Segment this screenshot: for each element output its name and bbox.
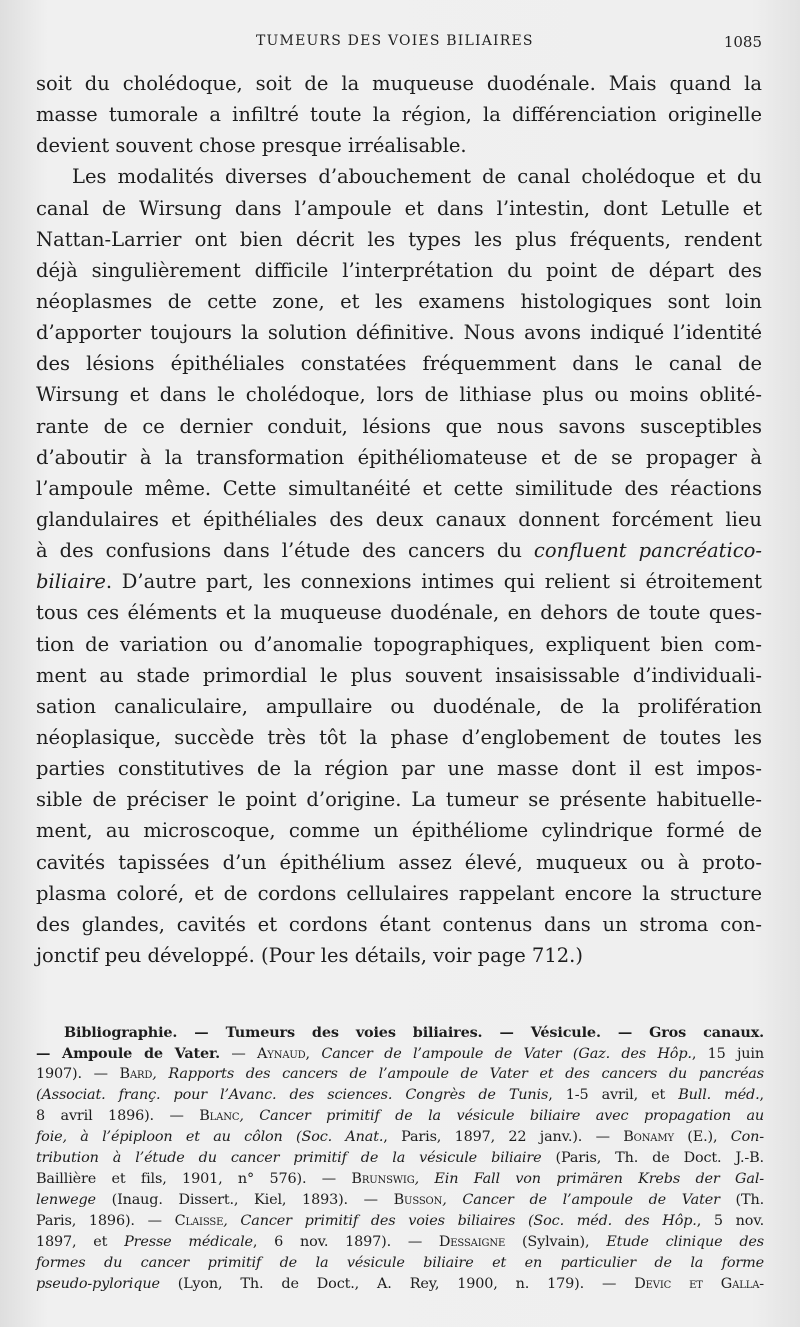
work-title: (Associat. franç. pour l’Avanc. des sciences. Congrès de Tunis (36, 1087, 549, 1103)
bibliography-line (36, 1148, 764, 1169)
text-line: devient souvent chose presque irréalisable. (36, 134, 467, 158)
text-segment: à des confusions dans l’étude des cancers du (36, 539, 522, 563)
text-line: d’aboutir à la transformation épithéliomateuse et de se propager à (36, 445, 762, 469)
text-line: glandulaires et épithéliales des deux canaux donnent forcément lieu (36, 507, 762, 531)
text-line: des glandes, cavités et cordons étant contenus dans un stroma con- (36, 912, 762, 936)
italic-term: confluent pancréatico- (533, 539, 762, 563)
page-number: 1085 (723, 33, 762, 51)
text-segment: , 15 juin (691, 1046, 765, 1062)
text-line: plasma coloré, et de cordons cellulaires rappelant encore la structure (36, 881, 762, 905)
text-line: canal de Wirsung dans l’ampoule et dans l’intestin, dont Letulle et (36, 196, 762, 220)
text-segment: , 5 nov. (696, 1213, 765, 1229)
text-line-with-italic (36, 566, 762, 597)
text-segment: , Paris, 1897, 22 janv.). — (383, 1129, 624, 1145)
text-line: néoplasique, succède très tôt la phase d’englobement de toutes les (36, 725, 762, 749)
work-title: formes du cancer primitif de la vésicule biliaire et en particulier de la forme (36, 1255, 764, 1271)
text-line: d’apporter toujours la solution définitive. Nous avons indiqué l’identité (36, 321, 762, 345)
bibliography-line (36, 1127, 764, 1148)
journal-title: Bull. méd. (678, 1087, 760, 1103)
text-line: néoplasmes de cette zone, et les examens histologiques sont loin (36, 289, 762, 313)
work-title: pseudo-pylorique (36, 1276, 160, 1292)
text-line: sation canaliculaire, ampullaire ou duodénale, de la prolifération (36, 694, 762, 718)
text-segment: , (759, 1087, 764, 1103)
text-line: ment au stade primordial le plus souvent insaisissable d’individuali- (36, 663, 762, 687)
journal-title: Presse médicale (124, 1234, 253, 1250)
text-line: sible de préciser le point d’origine. La tumeur se présente habituelle- (36, 788, 762, 812)
text-line: masse tumorale a infiltré toute la région, la différenciation originelle (36, 103, 762, 127)
bibliography-line (36, 1085, 764, 1106)
bibliography-line (36, 1232, 764, 1253)
text-segment: (Sylvain), (505, 1234, 607, 1250)
text-segment: (Th. (719, 1192, 764, 1208)
bibliography-subheading: — Ampoule de Vater. (36, 1045, 221, 1062)
work-title: Etude clinique des (606, 1234, 764, 1250)
text-line: des lésions épithéliales constatées fréquemment dans le canal de (36, 352, 762, 376)
bibliography-line (36, 1169, 764, 1190)
text-line: l’ampoule même. Cette simultanéité et cette similitude des réactions (36, 476, 762, 500)
text-segment: 1897, et (36, 1234, 125, 1250)
author-name: Claisse (174, 1213, 224, 1229)
italic-term: biliaire (36, 570, 106, 594)
author-name: Brunswig (351, 1171, 415, 1187)
work-title: , Cancer de l’ampoule de Vater (442, 1192, 720, 1208)
text-line: Les modalités diverses d’abouchement de canal cholédoque et du (72, 165, 762, 189)
text-segment: (Lyon, Th. de Doct., A. Rey, 1900, n. 179). — (159, 1276, 635, 1292)
author-name: Bonamy (623, 1129, 674, 1145)
text-line: cavités tapissées d’un épithélium assez élevé, muqueux ou à proto- (36, 850, 762, 874)
text-segment: (Inaug. Dissert., Kiel, 1893). — (95, 1192, 394, 1208)
bibliography-line (36, 1253, 764, 1274)
bibliography-line (36, 1064, 764, 1085)
running-header (0, 33, 800, 53)
text-segment: 1907). — (36, 1066, 120, 1082)
work-title: foie, à l’épiploon et au côlon (Soc. Anat. (36, 1129, 384, 1145)
author-name: Aynaud (257, 1046, 306, 1062)
bibliography-line (36, 1043, 764, 1064)
text-segment: Paris, 1896). — (36, 1213, 175, 1229)
bibliography-heading: Bibliographie. — Tumeurs des voies biliaires. — Vésicule. — Gros canaux. (64, 1024, 764, 1041)
bibliography-line (36, 1190, 764, 1211)
text-segment: 8 avril 1896). — (36, 1108, 200, 1124)
text-segment: (E.), (673, 1129, 731, 1145)
work-title: , Rapports des cancers de l’ampoule de Vater et des cancers du pancréas (152, 1066, 764, 1082)
work-title: Con- (730, 1129, 764, 1145)
text-line: rante de ce dernier conduit, lésions que nous savons susceptibles (36, 414, 762, 438)
work-title: lenwege (36, 1192, 96, 1208)
text-line: jonctif peu développé. (Pour les détails, voir page 712.) (36, 943, 583, 967)
text-segment: . D’autre part, les connexions intimes qui relient si étroitement (105, 570, 762, 594)
body-text (36, 68, 762, 971)
author-name: Busson (393, 1192, 443, 1208)
work-title: Cancer de l’ampoule de Vater (Gaz. des Hôp. (321, 1046, 692, 1062)
bibliography-line (36, 1274, 764, 1295)
work-title: tribution à l’étude du cancer primitif de la vésicule biliaire (36, 1150, 542, 1166)
text-line: tion de variation ou d’anomalie topographiques, expliquent bien com- (36, 632, 762, 656)
text-line: déjà singulièrement difficile l’interprétation du point de départ des (36, 258, 762, 282)
work-title: , Cancer primitif de la vésicule biliaire avec propagation au (239, 1108, 765, 1124)
bibliography (36, 1022, 764, 1295)
text-segment: , 6 nov. 1897). — (252, 1234, 439, 1250)
text-line: Nattan-Larrier ont bien décrit les types les plus fréquents, rendent (36, 227, 762, 251)
text-segment: Baillière et fils, 1901, n° 576). — (36, 1171, 352, 1187)
text-segment: (Paris, Th. de Doct. J.-B. (541, 1150, 764, 1166)
bibliography-line (36, 1106, 764, 1127)
work-title: , Ein Fall von primären Krebs der Gal- (414, 1171, 764, 1187)
work-title: , Cancer primitif des voies biliaires (Soc. méd. des Hôp. (223, 1213, 697, 1229)
text-line: soit du cholédoque, soit de la muqueuse duodénale. Mais quand la (36, 72, 762, 95)
text-segment: , (305, 1046, 322, 1062)
text-line-with-italic (36, 535, 762, 566)
text-line: Wirsung et dans le cholédoque, lors de lithiase plus ou moins oblité- (36, 383, 762, 407)
text-line: parties constitutives de la région par une masse dont il est impos- (36, 757, 762, 781)
bibliography-line (36, 1211, 764, 1232)
author-name: Devic et Galla- (634, 1276, 764, 1292)
author-name: Blanc (199, 1108, 240, 1124)
running-title: TUMEURS DES VOIES BILIAIRES (256, 33, 534, 49)
text-line: ment, au microscoque, comme un épithéliome cylindrique formé de (36, 819, 762, 843)
text-segment: , 1-5 avril, et (548, 1087, 679, 1103)
author-name: Bard (119, 1066, 153, 1082)
text-segment: — (220, 1046, 258, 1062)
author-name: Dessaigne (438, 1234, 506, 1250)
text-line: tous ces éléments et la muqueuse duodénale, en dehors de toute ques- (36, 601, 762, 625)
